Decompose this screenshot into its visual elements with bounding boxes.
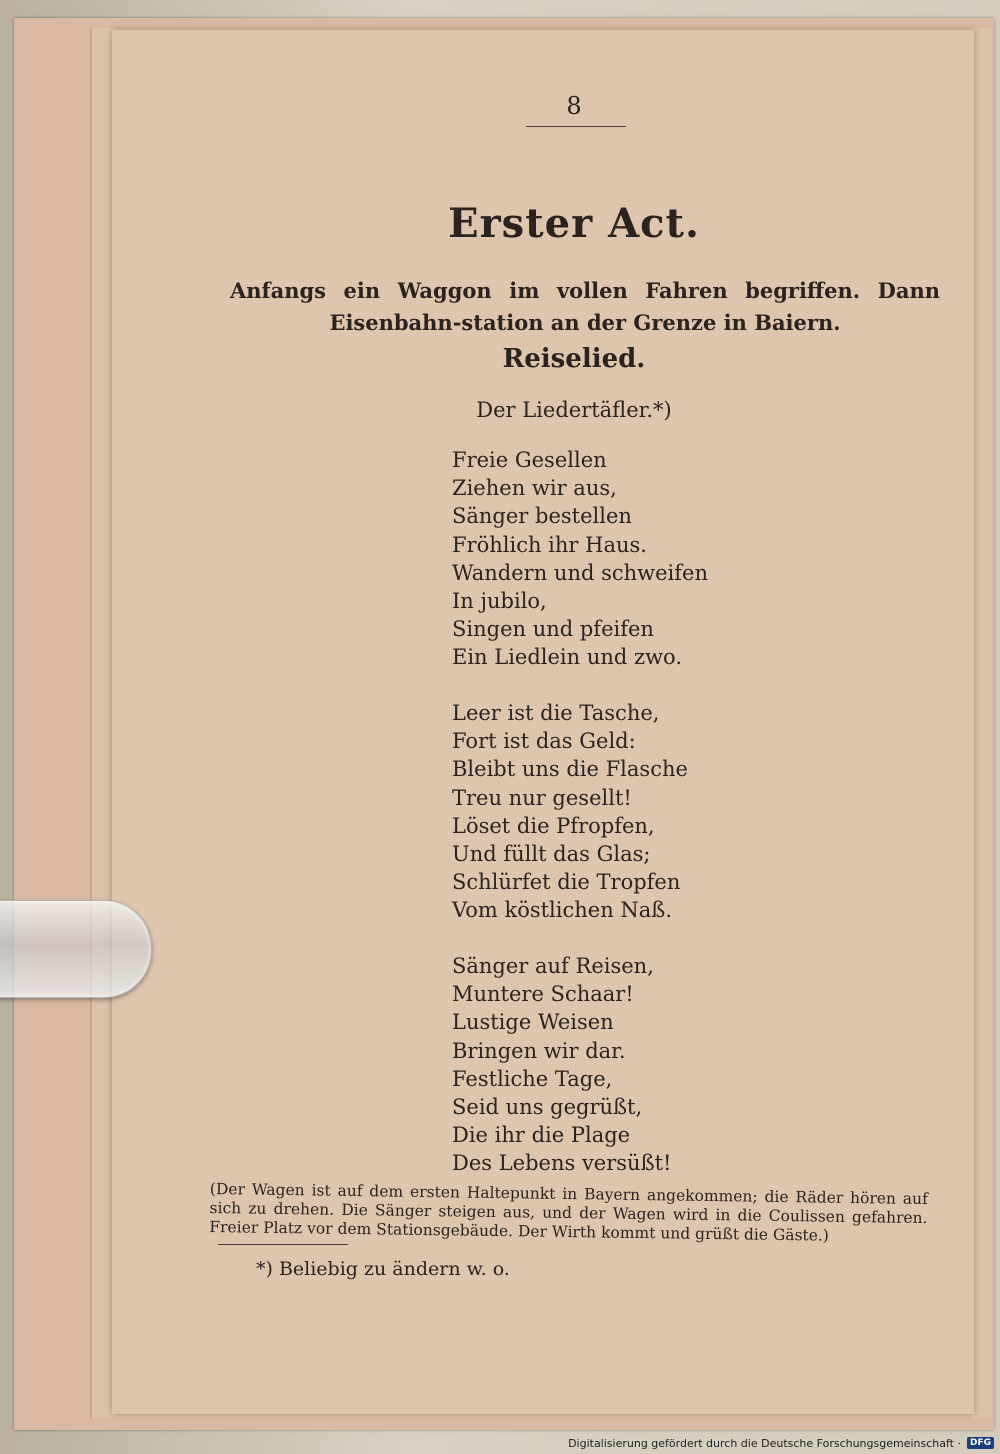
verse-line: Und füllt das Glas; (452, 842, 651, 867)
verse-line: Bringen wir dar. (452, 1038, 626, 1063)
verse-line: Die ihr die Plage (452, 1123, 631, 1148)
stanza-1 (452, 446, 752, 672)
speaker-name: Der Liedertäfler.*) (476, 398, 672, 422)
verse-line: Sänger bestellen (452, 504, 632, 529)
verse-line: Des Lebens versüßt! (452, 1151, 672, 1176)
verse-line: Fröhlich ihr Haus. (452, 532, 647, 557)
footnote: *) Beliebig zu ändern w. o. (256, 1258, 510, 1280)
stanza-2 (452, 699, 752, 925)
opening-stage-direction: Anfangs ein Waggon im vollen Fahren begriffen. Dann Eisenbahn-station an der Grenze in Baiern. (230, 278, 940, 335)
verse-line: Ziehen wir aus, (452, 476, 617, 501)
page-number: 8 (566, 92, 582, 120)
credit-text: Digitalisierung gefördert durch die Deutsche Forschungsgemeinschaft · (568, 1436, 961, 1450)
dfg-logo-icon: DFG (967, 1437, 994, 1449)
verse-line: Seid uns gegrüßt, (452, 1095, 643, 1120)
verse-line: Freie Gesellen (452, 448, 607, 472)
verse-line: Leer ist die Tasche, (452, 701, 660, 725)
verse-line: Sänger auf Reisen, (452, 954, 654, 978)
digitization-credit (568, 1432, 1000, 1454)
verse-line: Löset die Pfropfen, (452, 813, 655, 838)
verse-line: Singen und pfeifen (452, 617, 654, 642)
footnote-rule (218, 1244, 348, 1245)
act-title: Erster Act. (448, 200, 700, 247)
verse-line: Muntere Schaar! (452, 982, 634, 1007)
stanza-3 (452, 952, 752, 1178)
verse-line: Ein Liedlein und zwo. (452, 645, 682, 670)
verse-line: Bleibt uns die Flasche (452, 757, 688, 782)
page-clip-holder (0, 900, 152, 998)
verse-line: Treu nur gesellt! (452, 785, 632, 810)
verse-line: Fort ist das Geld: (452, 729, 636, 754)
closing-stage-note: (Der Wagen ist auf dem ersten Haltepunkt in Bayern angekommen; die Räder hören auf sich zu drehen. Die Sänger steigen aus, und der Wagen wird in die Coulissen gefahren. Freier Platz vor dem Stationsgebäude. Der Wirth kommt und grüßt die Gäste.) (209, 1180, 928, 1245)
song-title: Reiselied. (502, 344, 646, 374)
verse-line: Vom köstlichen Naß. (452, 898, 672, 923)
verse-line: Schlürfet die Tropfen (452, 870, 681, 895)
verse-line: Wandern und schweifen (452, 560, 708, 585)
verse-line: Lustige Weisen (452, 1010, 614, 1035)
verse-line: In jubilo, (452, 589, 547, 614)
page-number-rule (526, 126, 626, 127)
verse-line: Festliche Tage, (452, 1066, 613, 1091)
book-page (112, 30, 974, 1414)
